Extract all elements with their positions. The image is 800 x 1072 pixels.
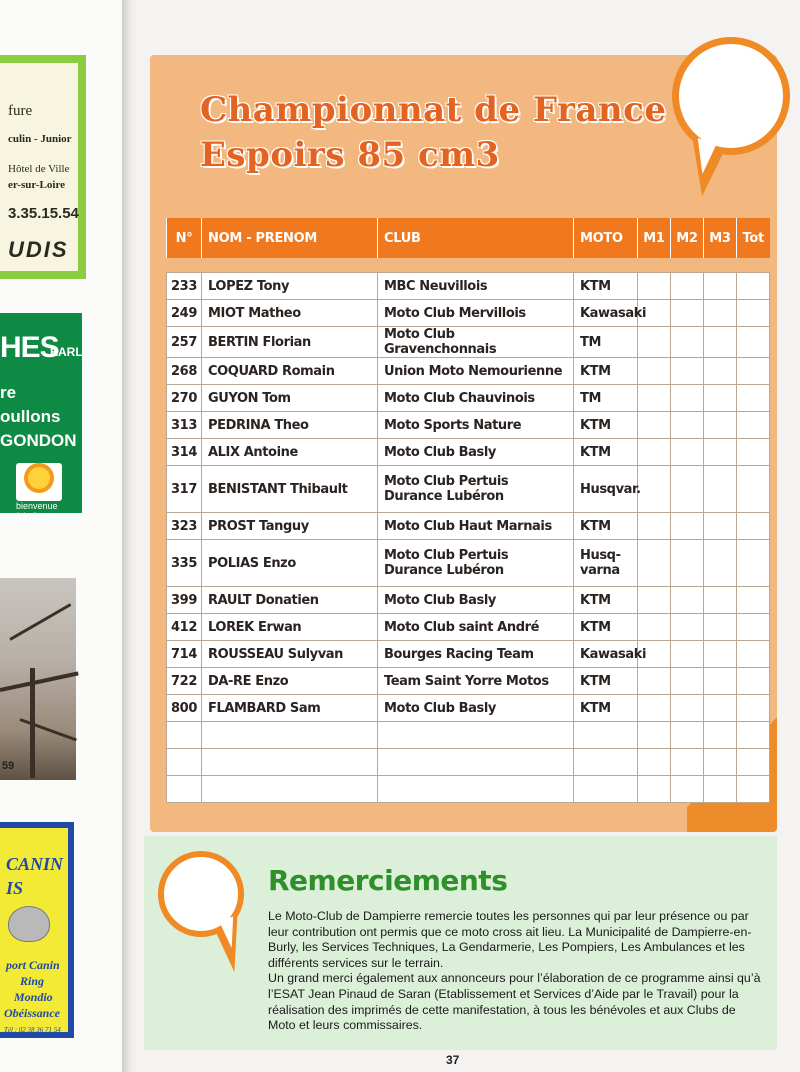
thanks-title: Remerciements: [268, 864, 508, 897]
table-row: [167, 776, 770, 803]
score-m3: [704, 695, 737, 722]
rider-moto: KTM: [574, 695, 638, 722]
rider-number: 399: [167, 587, 202, 614]
rider-moto: Kawasaki: [574, 300, 638, 327]
ad2-line: re: [0, 383, 17, 402]
rider-number: 412: [167, 614, 202, 641]
score-m2: [671, 358, 704, 385]
rider-name: ROUSSEAU Sulyvan: [202, 641, 378, 668]
rider-club: Team Saint Yorre Motos: [378, 668, 574, 695]
score-m2: [671, 722, 704, 749]
rider-moto: Husq-varna: [574, 540, 638, 587]
championship-title-line2: Espoirs 85 cm3: [200, 135, 500, 175]
score-m3: [704, 749, 737, 776]
column-header-name: NOM - PRENOM: [202, 218, 378, 258]
ad1-line: culin - Junior: [8, 133, 72, 145]
rider-number: 323: [167, 513, 202, 540]
rider-name: ALIX Antoine: [202, 439, 378, 466]
score-total: [737, 641, 770, 668]
rider-moto: Kawasaki: [574, 641, 638, 668]
score-m2: [671, 513, 704, 540]
score-m3: [704, 439, 737, 466]
results-table: [166, 218, 770, 803]
score-m2: [671, 695, 704, 722]
score-total: [737, 749, 770, 776]
score-total: [737, 300, 770, 327]
rider-club: Moto Club Pertuis Durance Lubéron: [378, 466, 574, 513]
rider-name: LOPEZ Tony: [202, 273, 378, 300]
score-m2: [671, 540, 704, 587]
score-total: [737, 540, 770, 587]
score-m3: [704, 540, 737, 587]
score-m1: [638, 695, 671, 722]
rider-number: 317: [167, 466, 202, 513]
page-number: 37: [446, 1053, 460, 1067]
rider-club: Moto Club Basly: [378, 587, 574, 614]
table-row: [167, 300, 770, 327]
table-row: [167, 749, 770, 776]
rider-number: 714: [167, 641, 202, 668]
ad1-line: Hôtel de Ville: [8, 163, 70, 175]
rider-number: [167, 749, 202, 776]
score-m2: [671, 587, 704, 614]
score-m1: [638, 412, 671, 439]
score-total: [737, 439, 770, 466]
rider-number: 313: [167, 412, 202, 439]
score-m2: [671, 749, 704, 776]
score-m1: [638, 327, 671, 358]
rider-name: RAULT Donatien: [202, 587, 378, 614]
ad2-line: EARL: [50, 345, 83, 359]
score-m2: [671, 273, 704, 300]
score-m3: [704, 641, 737, 668]
rider-moto: Husqvar.: [574, 466, 638, 513]
rider-name: [202, 722, 378, 749]
branch: [19, 718, 76, 741]
score-m2: [671, 776, 704, 803]
rider-name: MIOT Matheo: [202, 300, 378, 327]
rider-number: 270: [167, 385, 202, 412]
table-header-row: [167, 218, 770, 258]
rider-moto: KTM: [574, 587, 638, 614]
column-header-m1: M1: [638, 218, 671, 258]
score-m3: [704, 466, 737, 513]
ad-tree-photo: [0, 578, 76, 780]
logo-text: à la ferme: [16, 511, 57, 521]
ad2-line: oullons: [0, 407, 61, 426]
rider-club: [378, 749, 574, 776]
tree-trunk: [30, 668, 35, 778]
rider-moto: KTM: [574, 439, 638, 466]
left-page: [0, 0, 123, 1072]
logo-text: bienvenue: [16, 501, 58, 511]
rider-moto: KTM: [574, 273, 638, 300]
score-m1: [638, 385, 671, 412]
rider-number: 335: [167, 540, 202, 587]
table-row: [167, 439, 770, 466]
ad1-line: 3.35.15.54: [8, 205, 79, 222]
rider-club: Moto Club saint André: [378, 614, 574, 641]
ad4-line: IS: [6, 878, 24, 898]
score-total: [737, 614, 770, 641]
score-total: [737, 273, 770, 300]
ad1-line: er-sur-Loire: [8, 179, 66, 191]
score-total: [737, 513, 770, 540]
score-m1: [638, 722, 671, 749]
table-row: [167, 466, 770, 513]
rider-name: FLAMBARD Sam: [202, 695, 378, 722]
rider-club: Moto Club Mervillois: [378, 300, 574, 327]
score-m2: [671, 641, 704, 668]
score-m1: [638, 668, 671, 695]
table-row: [167, 641, 770, 668]
rider-name: GUYON Tom: [202, 385, 378, 412]
ad4-line: Obéissance: [4, 1006, 60, 1020]
rider-name: BERTIN Florian: [202, 327, 378, 358]
score-m3: [704, 614, 737, 641]
score-m3: [704, 412, 737, 439]
table-row: [167, 385, 770, 412]
rider-moto: TM: [574, 385, 638, 412]
score-m1: [638, 776, 671, 803]
rider-name: COQUARD Romain: [202, 358, 378, 385]
score-m2: [671, 300, 704, 327]
dog-mascot-icon: [8, 906, 50, 942]
score-total: [737, 385, 770, 412]
rider-moto: TM: [574, 327, 638, 358]
rider-name: [202, 749, 378, 776]
rider-moto: KTM: [574, 513, 638, 540]
rider-club: [378, 776, 574, 803]
rider-club: Moto Club Pertuis Durance Lubéron: [378, 540, 574, 587]
score-m3: [704, 776, 737, 803]
thanks-paragraph: Le Moto-Club de Dampierre remercie toutes les personnes qui par leur présence ou par leur contribution ont permis que ce moto cross ait lieu. La Municipalité de Dampierre-en-Burly, les Services Techniques, La Gendarmerie, Les Pompiers, Les Ambulances et les différents services sur le terrain.: [268, 909, 752, 970]
ad4-line: port Canin: [6, 958, 60, 972]
ad-earl: [0, 313, 83, 521]
column-header-m3: M3: [704, 218, 737, 258]
score-m1: [638, 273, 671, 300]
score-m1: [638, 587, 671, 614]
page-gutter: [122, 0, 136, 1072]
score-total: [737, 327, 770, 358]
rider-number: 314: [167, 439, 202, 466]
rider-number: [167, 776, 202, 803]
ad2-line: HES: [0, 331, 59, 364]
rider-moto: KTM: [574, 412, 638, 439]
table-row: [167, 358, 770, 385]
rider-number: 257: [167, 327, 202, 358]
score-m3: [704, 327, 737, 358]
score-m3: [704, 300, 737, 327]
bienvenue-logo: [16, 463, 62, 501]
score-m2: [671, 327, 704, 358]
rider-name: DA-RE Enzo: [202, 668, 378, 695]
column-header-m2: M2: [671, 218, 704, 258]
score-m1: [638, 614, 671, 641]
score-m3: [704, 358, 737, 385]
column-header-total: Tot: [737, 218, 770, 258]
table-row: [167, 273, 770, 300]
score-total: [737, 668, 770, 695]
score-m1: [638, 540, 671, 587]
rider-club: Moto Club Basly: [378, 439, 574, 466]
score-total: [737, 587, 770, 614]
score-m2: [671, 466, 704, 513]
rider-club: Moto Club Chauvinois: [378, 385, 574, 412]
score-total: [737, 695, 770, 722]
score-total: [737, 412, 770, 439]
column-header-moto: MOTO: [574, 218, 638, 258]
rider-moto: [574, 722, 638, 749]
rider-number: 268: [167, 358, 202, 385]
flower-icon: [28, 467, 50, 489]
score-m1: [638, 358, 671, 385]
speech-bubble-icon: [672, 37, 790, 155]
rider-club: Moto Club Gravenchonnais: [378, 327, 574, 358]
ad-canin: [0, 822, 74, 1038]
ad2-line: GONDON: [0, 431, 77, 450]
rider-club: Moto Club Basly: [378, 695, 574, 722]
score-m3: [704, 722, 737, 749]
rider-number: 233: [167, 273, 202, 300]
score-m2: [671, 385, 704, 412]
rider-moto: KTM: [574, 614, 638, 641]
score-m3: [704, 668, 737, 695]
table-row: [167, 412, 770, 439]
rider-club: Moto Club Haut Marnais: [378, 513, 574, 540]
branch: [0, 671, 79, 692]
rider-number: 722: [167, 668, 202, 695]
rider-moto: KTM: [574, 358, 638, 385]
rider-club: Union Moto Nemourienne: [378, 358, 574, 385]
score-total: [737, 466, 770, 513]
rider-number: [167, 722, 202, 749]
score-m2: [671, 412, 704, 439]
score-m1: [638, 749, 671, 776]
rider-number: 249: [167, 300, 202, 327]
rider-number: 800: [167, 695, 202, 722]
rider-moto: [574, 749, 638, 776]
rider-name: POLIAS Enzo: [202, 540, 378, 587]
rider-club: Moto Sports Nature: [378, 412, 574, 439]
score-m1: [638, 439, 671, 466]
table-row: [167, 540, 770, 587]
score-m1: [638, 513, 671, 540]
ad-rdis: [0, 55, 86, 279]
table-row: [167, 513, 770, 540]
ad3-number: 59: [2, 760, 15, 772]
thanks-paragraph: Un grand merci également aux annonceurs pour l’élaboration de ce programme ainsi qu’à l’ESAT Jean Pinaud de Saran (Etablissement et Services d’Aide par le Travail) pour la réalisation des imprimés de cette manifestation, à tous les bénévoles et aux Clubs de Moto et leurs commissaires.: [268, 971, 761, 1033]
table-spacer: [167, 258, 770, 273]
table-row: [167, 614, 770, 641]
score-total: [737, 722, 770, 749]
score-m1: [638, 466, 671, 513]
ad4-line: CANIN: [6, 854, 64, 874]
ad4-line: Ring: [20, 974, 45, 988]
rider-club: Bourges Racing Team: [378, 641, 574, 668]
score-m2: [671, 668, 704, 695]
table-row: [167, 722, 770, 749]
thanks-text: [268, 909, 762, 1034]
ad1-line: UDIS: [8, 237, 69, 262]
ad4-line: Tél : 02 38 36 71 54: [4, 1026, 61, 1034]
rider-club: MBC Neuvillois: [378, 273, 574, 300]
ad1-line: fure: [8, 103, 33, 119]
table-row: [167, 695, 770, 722]
rider-name: [202, 776, 378, 803]
branch: [9, 603, 71, 641]
score-m2: [671, 614, 704, 641]
table-row: [167, 587, 770, 614]
championship-title-line1: Championnat de France: [200, 90, 667, 130]
rider-club: [378, 722, 574, 749]
rider-moto: KTM: [574, 668, 638, 695]
column-header-num: N°: [167, 218, 202, 258]
table-row: [167, 668, 770, 695]
score-m3: [704, 513, 737, 540]
table-row: [167, 327, 770, 358]
rider-name: PEDRINA Theo: [202, 412, 378, 439]
score-total: [737, 776, 770, 803]
rider-moto: [574, 776, 638, 803]
score-total: [737, 358, 770, 385]
column-header-club: CLUB: [378, 218, 574, 258]
score-m2: [671, 439, 704, 466]
rider-name: BENISTANT Thibault: [202, 466, 378, 513]
rider-name: PROST Tanguy: [202, 513, 378, 540]
ad4-line: Mondio: [14, 990, 53, 1004]
score-m3: [704, 385, 737, 412]
rider-name: LOREK Erwan: [202, 614, 378, 641]
score-m3: [704, 273, 737, 300]
score-m3: [704, 587, 737, 614]
